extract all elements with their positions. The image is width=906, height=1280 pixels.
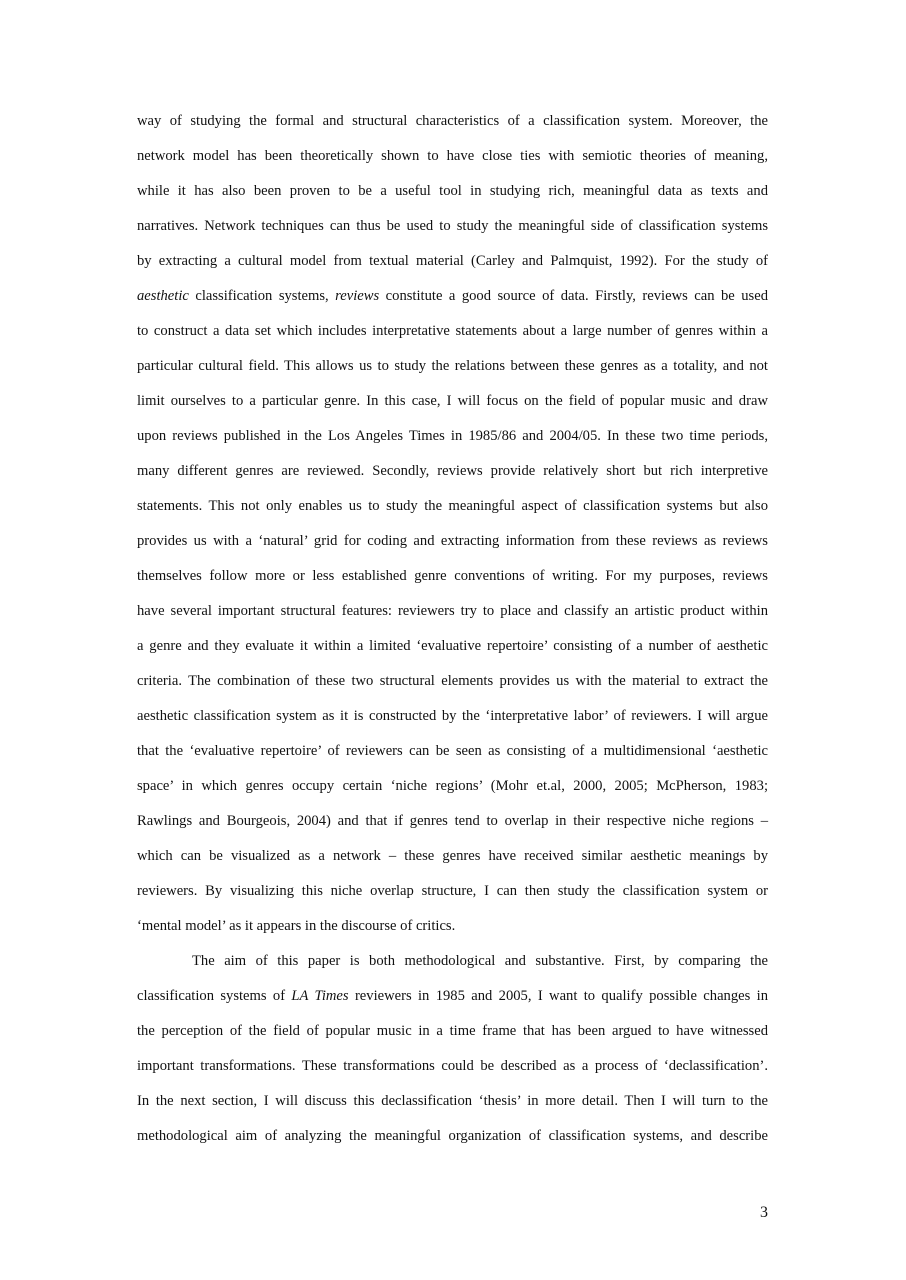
text-line: statements. This not only enables us to study the meaningful aspect of classification systems but also	[137, 498, 768, 514]
text-line: aesthetic classification system as it is constructed by the ‘interpretative labor’ of reviewers. I will argue	[137, 708, 768, 724]
text-line: narratives. Network techniques can thus be used to study the meaningful side of classification systems	[137, 218, 768, 234]
text-line: many different genres are reviewed. Secondly, reviews provide relatively short but rich interpretive	[137, 463, 768, 479]
text-line: methodological aim of analyzing the meaningful organization of classification systems, and describe	[137, 1128, 768, 1144]
text-line: criteria. The combination of these two structural elements provides us with the material to extract the	[137, 673, 768, 689]
text-line: a genre and they evaluate it within a limited ‘evaluative repertoire’ consisting of a number of aesthetic	[137, 638, 768, 654]
text-line: by extracting a cultural model from textual material (Carley and Palmquist, 1992). For the study of	[137, 253, 768, 269]
text-segment: classification systems of	[137, 988, 292, 1004]
text-line: themselves follow more or less established genre conventions of writing. For my purposes, reviews	[137, 568, 768, 584]
text-line: to construct a data set which includes interpretative statements about a large number of genres within a	[137, 323, 768, 339]
paragraph-2	[137, 944, 768, 1154]
text-line: network model has been theoretically shown to have close ties with semiotic theories of meaning,	[137, 148, 768, 164]
text-line: particular cultural field. This allows us to study the relations between these genres as a totality, and not	[137, 358, 768, 374]
page-number: 3	[760, 1204, 768, 1221]
text-line: The aim of this paper is both methodological and substantive. First, by comparing the	[192, 953, 768, 969]
text-line: ‘mental model’ as it appears in the discourse of critics.	[137, 918, 456, 934]
italic-term: reviews	[335, 288, 380, 304]
italic-term: aesthetic	[137, 288, 189, 304]
text-line	[137, 979, 768, 1014]
italic-term: LA Times	[291, 988, 349, 1004]
text-line: space’ in which genres occupy certain ‘niche regions’ (Mohr et.al, 2000, 2005; McPherson, 1983;	[137, 778, 768, 794]
text-line: that the ‘evaluative repertoire’ of reviewers can be seen as consisting of a multidimensional ‘aesthetic	[137, 743, 768, 759]
text-line: limit ourselves to a particular genre. In this case, I will focus on the field of popular music and draw	[137, 393, 768, 409]
text-line: way of studying the formal and structural characteristics of a classification system. Moreover, the	[137, 113, 768, 129]
text-segment: classification systems,	[188, 288, 336, 304]
text-line: provides us with a ‘natural’ grid for coding and extracting information from these reviews as reviews	[137, 533, 768, 549]
text-line: the perception of the field of popular music in a time frame that has been argued to have witnessed	[137, 1023, 768, 1039]
text-line: while it has also been proven to be a useful tool in studying rich, meaningful data as texts and	[137, 183, 768, 199]
paragraph-1	[137, 104, 768, 944]
text-line: upon reviews published in the Los Angeles Times in 1985/86 and 2004/05. In these two time periods,	[137, 428, 768, 444]
text-line: which can be visualized as a network – these genres have received similar aesthetic meanings by	[137, 848, 768, 864]
text-line: have several important structural features: reviewers try to place and classify an artistic product within	[137, 603, 768, 619]
text-line: In the next section, I will discuss this declassification ‘thesis’ in more detail. Then I will turn to the	[137, 1093, 768, 1109]
text-line	[137, 279, 768, 314]
text-line: reviewers. By visualizing this niche overlap structure, I can then study the classification system or	[137, 883, 768, 899]
text-line: Rawlings and Bourgeois, 2004) and that if genres tend to overlap in their respective niche regions –	[137, 813, 768, 829]
text-line: important transformations. These transformations could be described as a process of ‘declassification’.	[137, 1058, 768, 1074]
text-segment: reviewers in 1985 and 2005, I want to qualify possible changes in	[348, 988, 768, 1004]
body-text	[137, 104, 768, 1154]
text-segment: constitute a good source of data. Firstly, reviews can be used	[379, 288, 768, 304]
